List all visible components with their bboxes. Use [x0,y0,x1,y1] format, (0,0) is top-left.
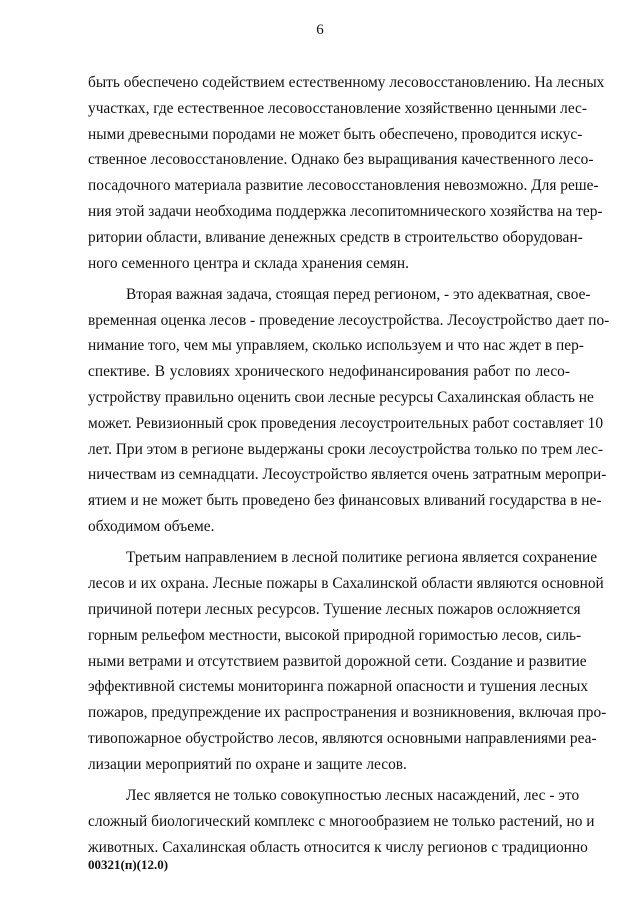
text-line: обходимом объеме. [88,518,215,536]
paragraph-3 [88,545,607,777]
paragraph-4 [88,783,595,860]
text-line: может. Ревизионный срок проведения лесоустроительных работ составляет 10 [88,414,604,432]
text-line: временная оценка лесов - проведение лесоустройства. Лесоустройство дает по- [88,311,610,329]
paragraph-1 [88,70,605,276]
text-line: ного семенного центра и склада хранения семян. [88,254,409,272]
text-line: лизации мероприятий по охране и защите лесов. [88,755,407,773]
text-line: Третьим направлением в лесной политике региона является сохранение [126,549,598,567]
text-line: пожаров, предупреждение их распространения и возникновения, включая про- [88,704,607,722]
text-line: ными древесными породами не может быть обеспечено, проводится искус- [88,125,583,143]
text-line: нимание того, чем мы управляем, сколько используем и что нас ждет в пер- [88,337,584,355]
text-line: ными ветрами и отсутствием развитой дорожной сети. Создание и развитие [88,652,587,670]
text-line: лесов и их охрана. Лесные пожары в Сахалинской области являются основной [88,575,604,593]
text-line: ритории области, вливание денежных средств в строительство оборудован- [88,228,583,246]
text-line: лет. При этом в регионе выдержаны сроки лесоустройства только по трем лес- [88,440,604,458]
text-line: сложный биологический комплекс с многообразием не только растений, но и [88,812,595,830]
text-line: быть обеспечено содействием естественному лесовосстановлению. На лесных [88,74,605,91]
page-number: 6 [316,22,324,38]
text-line: горным рельефом местности, высокой природной горимостью лесов, силь- [88,626,582,644]
text-line: ственное лесовосстановление. Однако без выращивания качественного лесо- [88,151,594,169]
text-line: спективе. В условиях хронического недофинансирования работ по лесо- [88,363,570,381]
text-line: ятием и не может быть проведено без финансовых вливаний государства в не- [88,492,602,510]
paragraph-2 [88,282,610,540]
text-line: участках, где естественное лесовосстановление хозяйственно ценными лес- [88,99,587,117]
text-line: Лес является не только совокупностью лесных насаждений, лес - это [126,787,580,805]
text-line: Вторая важная задача, стоящая перед регионом, - это адекватная, свое- [126,285,591,303]
text-line: животных. Сахалинская область относится к числу регионов с традиционно [88,838,588,856]
text-line: ничествам из семнадцати. Лесоустройство является очень затратным меропри- [88,466,607,484]
text-line: устройству правильно оценить свои лесные ресурсы Сахалинская область не [88,389,594,407]
text-line: эффективной системы мониторинга пожарной опасности и тушения лесных [88,678,589,696]
text-line: причиной потери лесных ресурсов. Тушение лесных пожаров осложняется [88,600,581,618]
footer-code: 00321(п)(12.0) [88,857,169,872]
text-line: ния этой задачи необходима поддержка лесопитомнического хозяйства на тер- [88,202,603,220]
text-line: посадочного материала развитие лесовосстановления невозможно. Для реше- [88,177,599,195]
body-text [88,70,610,866]
text-line: тивопожарное обустройство лесов, являются основными направлениями реа- [88,729,597,747]
